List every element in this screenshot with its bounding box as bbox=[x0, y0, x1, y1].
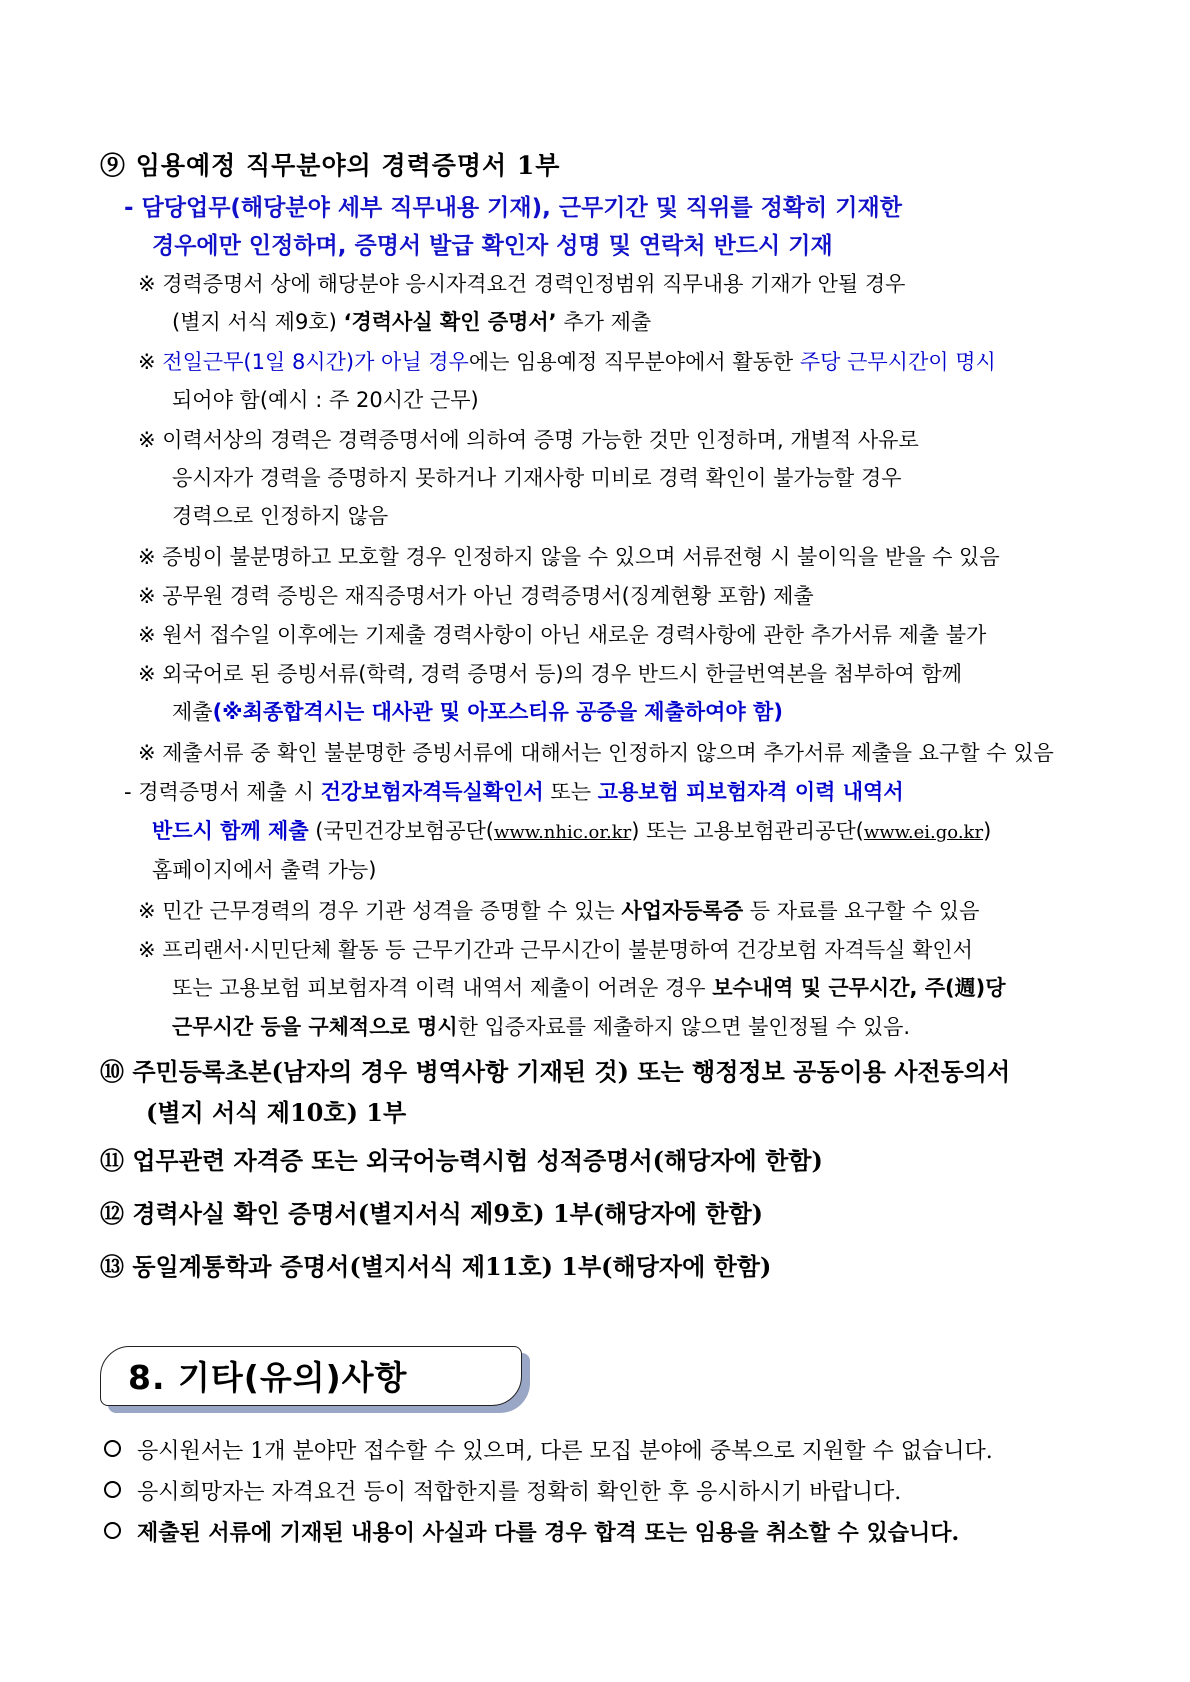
ei-link[interactable]: www.ei.go.kr bbox=[863, 822, 984, 843]
bullet2-text: 응시희망자는 자격요건 등이 적합한지를 정확히 확인한 후 응시하시기 바랍니다. bbox=[137, 1480, 902, 1505]
item9-note2-line1 bbox=[138, 346, 996, 376]
item11: ⑪ 업무관련 자격증 또는 외국어능력시험 성적증명서(해당자에 한함) bbox=[100, 1146, 823, 1175]
item9-note6: ※ 원서 접수일 이후에는 기제출 경력사항이 아닌 새로운 경력사항에 관한 추가서류 제출 불가 bbox=[138, 623, 987, 647]
note9-text-post: 등 자료를 요구할 수 있음 bbox=[743, 899, 980, 923]
note10-text-pre: 또는 고용보험 피보험자격 이력 내역서 제출이 어려운 경우 bbox=[172, 976, 713, 1000]
circle-bullet-icon bbox=[104, 1481, 121, 1498]
item9-note5: ※ 공무원 경력 증빙은 재직증명서가 아닌 경력증명서(징계현황 포함) 제출 bbox=[138, 584, 814, 608]
note10-bold-2: 근무시간 등을 구체적으로 명시 bbox=[172, 1015, 458, 1039]
note1-text-post: 추가 제출 bbox=[556, 310, 652, 334]
item9-note7-line2 bbox=[172, 696, 783, 726]
dash2-employment-insurance-doc: 고용보험 피보험자격 이력 내역서 bbox=[597, 780, 904, 804]
note9-text-pre: ※ 민간 근무경력의 경우 기관 성격을 증명할 수 있는 bbox=[138, 899, 622, 923]
dash2-text-pre: - 경력증명서 제출 시 bbox=[124, 780, 321, 804]
dash2-health-insurance-doc: 건강보험자격득실확인서 bbox=[320, 780, 544, 804]
circle-bullet-icon bbox=[104, 1522, 121, 1539]
item9-note2-line2: 되어야 함(예시 : 주 20시간 근무) bbox=[172, 388, 479, 412]
dash2-close-paren: ) bbox=[983, 819, 992, 843]
item9-title: ⑨ 임용예정 직무분야의 경력증명서 1부 bbox=[100, 151, 561, 180]
item13: ⑬ 동일계통학과 증명서(별지서식 제11호) 1부(해당자에 한함) bbox=[100, 1252, 772, 1281]
section8-bullet1 bbox=[104, 1434, 993, 1465]
item9-note10-line3 bbox=[172, 1011, 910, 1041]
note10-text-post: 한 입증자료를 제출하지 않으면 불인정될 수 있음. bbox=[457, 1015, 911, 1039]
item9-note8: ※ 제출서류 중 확인 불분명한 증빙서류에 대해서는 인정하지 않으며 추가서류 제출을 요구할 수 있음 bbox=[138, 741, 1054, 765]
note7-apostille-text: (※최종합격시는 대사관 및 아포스티유 공증을 제출하여야 함) bbox=[212, 700, 783, 724]
bullet1-text: 응시원서는 1개 분야만 접수할 수 있으며, 다른 모집 분야에 중복으로 지원할 수 없습니다. bbox=[137, 1439, 993, 1464]
item9-note7-line1: ※ 외국어로 된 증빙서류(학력, 경력 증명서 등)의 경우 반드시 한글번역본을 첨부하여 함께 bbox=[138, 662, 963, 686]
item9-note1-line1: ※ 경력증명서 상에 해당분야 응시자격요건 경력인정범위 직무내용 기재가 안될 경우 bbox=[138, 272, 906, 296]
item9-note9 bbox=[138, 895, 979, 925]
section8-bullet2 bbox=[104, 1475, 901, 1506]
note2-mid-text: 에는 임용예정 직무분야에서 활동한 bbox=[468, 350, 800, 374]
item9-note3-line3: 경력으로 인정하지 않음 bbox=[172, 504, 389, 528]
circle-bullet-icon bbox=[104, 1440, 121, 1457]
item9-note4: ※ 증빙이 불분명하고 모호할 경우 인정하지 않을 수 있으며 서류전형 시 불이익을 받을 수 있음 bbox=[138, 545, 1000, 569]
item9-note3-line1: ※ 이력서상의 경력은 경력증명서에 의하여 증명 가능한 것만 인정하며, 개별적 사유로 bbox=[138, 428, 919, 452]
note9-business-reg: 사업자등록증 bbox=[621, 899, 744, 923]
section8-bullet3 bbox=[104, 1516, 959, 1547]
item9-note3-line2: 응시자가 경력을 증명하지 못하거나 기재사항 미비로 경력 확인이 불가능할 경우 bbox=[172, 466, 902, 490]
dash2-ei-label: ) 또는 고용보험관리공단( bbox=[631, 819, 864, 843]
note10-bold-1: 보수내역 및 근무시간, 주(週)당 bbox=[712, 976, 1006, 1000]
item9-dash2-line2 bbox=[152, 815, 991, 845]
bullet3-text: 제출된 서류에 기재된 내용이 사실과 다를 경우 합격 또는 임용을 취소할 수 있습니다. bbox=[137, 1520, 960, 1546]
item12: ⑫ 경력사실 확인 증명서(별지서식 제9호) 1부(해당자에 한함) bbox=[100, 1199, 763, 1228]
item9-dash2-line3: 홈페이지에서 출력 가능) bbox=[152, 858, 377, 882]
nhic-link[interactable]: www.nhic.or.kr bbox=[493, 822, 632, 843]
item9-dash1-line1: - 담당업무(해당분야 세부 직무내용 기재), 근무기간 및 직위를 정확히 기재한 bbox=[124, 195, 902, 221]
item9-note10-line2 bbox=[172, 972, 1006, 1002]
note1-text-pre: (별지 서식 제9호) bbox=[172, 310, 344, 334]
item10-line2: (별지 서식 제10호) 1부 bbox=[146, 1098, 407, 1127]
item9-dash1-line2: 경우에만 인정하며, 증명서 발급 확인자 성명 및 연락처 반드시 기재 bbox=[152, 233, 833, 259]
item9-note1-line2 bbox=[172, 306, 651, 336]
dash2-must-submit-text: 반드시 함께 제출 bbox=[152, 819, 309, 843]
note7-submit-text: 제출 bbox=[172, 700, 213, 724]
note2-fulltime-text: 전일근무(1일 8시간)가 아닐 경우 bbox=[162, 350, 469, 374]
note2-weekly-hours-text: 주당 근무시간이 명시 bbox=[799, 350, 996, 374]
item9-note10-line1: ※ 프리랜서·시민단체 활동 등 근무기간과 근무시간이 불분명하여 건강보험 자격득실 확인서 bbox=[138, 938, 973, 962]
section8-title: 8. 기타(유의)사항 bbox=[128, 1358, 408, 1397]
dash2-or-text: 또는 bbox=[543, 780, 598, 804]
note1-form-name: ‘경력사실 확인 증명서’ bbox=[343, 310, 557, 334]
dash2-nhic-label: (국민건강보험공단( bbox=[308, 819, 494, 843]
note2-mark: ※ bbox=[138, 350, 163, 374]
item10-line1: ⑩ 주민등록초본(남자의 경우 병역사항 기재된 것) 또는 행정정보 공동이용 사전동의서 bbox=[100, 1057, 1011, 1086]
item9-dash2-line1 bbox=[124, 776, 904, 806]
